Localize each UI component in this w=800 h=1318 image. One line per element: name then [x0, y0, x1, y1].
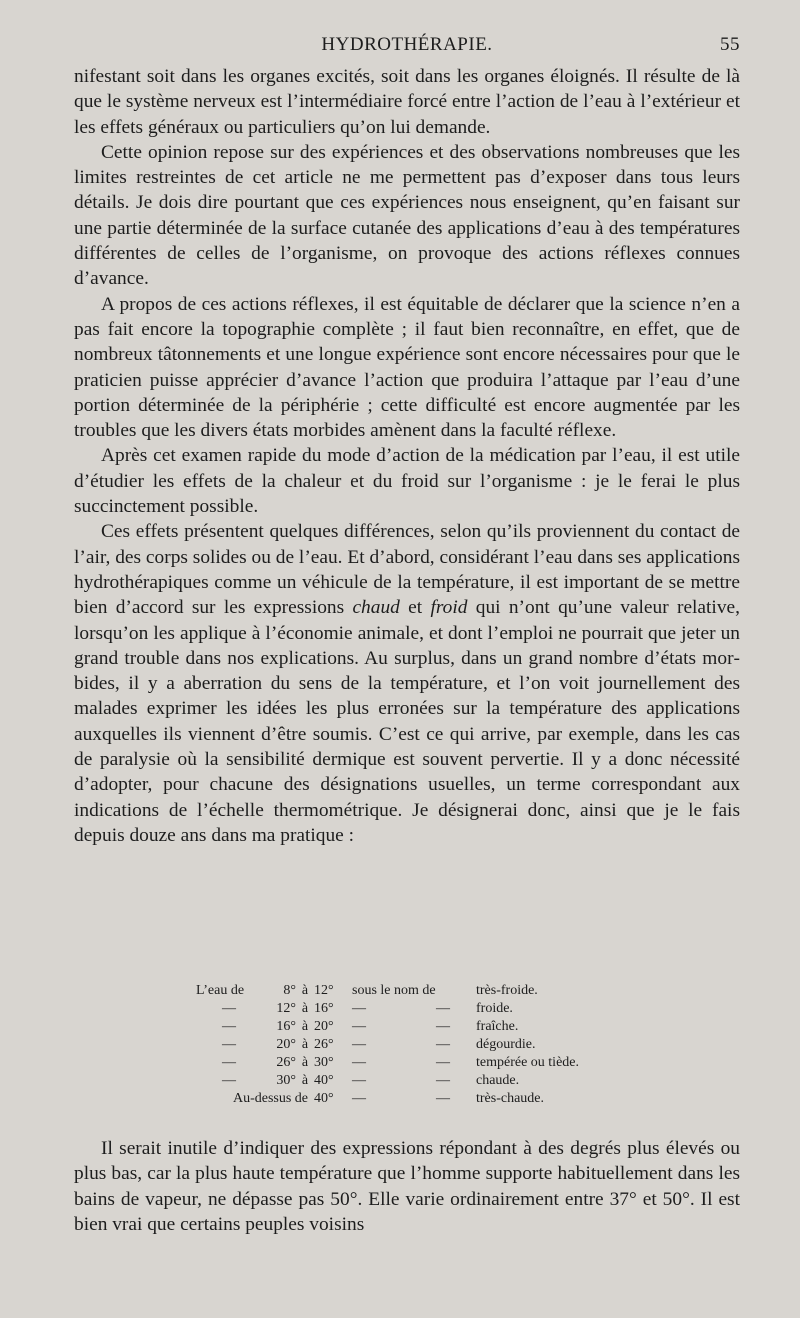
ditto-dash: —	[436, 1037, 450, 1052]
temp-sep: à	[301, 983, 309, 998]
table-row	[196, 1090, 579, 1108]
paragraph: Cette opinion repose sur des expériences et des observations nombreuses que les limites restreintes de cet article ne me permettent pas d’exposer dans tous leurs détails. Je dois dire pourtant que ces expériences nous enseignent, qu’en faisant sur une partie déterminée de la surface cutanée des applications d’eau à des températures différentes de celles de l’organisme, on provoque des actions réflexes connues d’avance.	[74, 141, 740, 290]
ditto-dash: —	[352, 1001, 366, 1016]
page-number: 55	[720, 34, 740, 55]
temp-from: 30°	[276, 1073, 296, 1088]
term: tempérée ou tiède.	[476, 1055, 580, 1070]
paragraph-text: Ces effets présentent quelques différences, selon qu’ils proviennent du contact de l’air, des corps solides ou de l’eau. Et d’abord, considérant l’eau dans ses applications hydrothérapiques comme un véhicule de la température, il est important de se mettre bien d’accord sur les expressions	[74, 521, 740, 619]
ditto-dash: —	[436, 1073, 450, 1088]
table-row	[196, 982, 579, 1000]
ditto-dash: —	[352, 1037, 366, 1052]
paragraph: A propos de ces actions réflexes, il est équitable de déclarer que la science n’en a pas fait encore la topographie complète ; il faut bien reconnaître, en effet, que de nombreux tâtonnements et une longue expérience sont encore nécessaires pour que le praticien puisse apprécier d’avance l’action que produira l’attaque par l’eau d’une portion déterminée de la périphérie ; cette difficulté est encore augmentée par les troubles que les divers états morbides amènent dans la faculté réflexe.	[74, 293, 740, 442]
ditto-dash: —	[352, 1091, 366, 1106]
paragraph-text: et	[399, 597, 431, 619]
running-head	[74, 34, 740, 58]
term: chaude.	[476, 1073, 520, 1088]
body-text	[74, 64, 740, 848]
temp-from: 26°	[276, 1055, 296, 1070]
temperature-table	[196, 982, 579, 1108]
ditto-dash: —	[352, 1019, 366, 1034]
paragraph-text: qui n’ont qu’une valeur relative, lorsqu’on les applique à l’économie animale, et dont l’emploi ne pourrait que jeter un grand trouble dans nos explications. Au surplus, dans un grand nombre d’états morbides, il y a aberration du sens de la température, et l’on voit journellement des malades exprimer les idées les plus erronées sur la température des applications auxquelles ils viennent d’être soumis. C’est ce qui arrive, par exemple, dans les cas de paralysie où la sensibilité dermique est souvent pervertie. Il y a donc nécessité d’adopter, pour chacune des désignations usuelles, un terme correspondant aux indications de l’échelle thermométrique. Je désignerai donc, ainsi que je le fais depuis douze ans dans ma pratique :	[74, 597, 740, 846]
ditto-dash: —	[436, 1019, 450, 1034]
row-prefix: —	[222, 1055, 236, 1070]
temp-to: 16°	[314, 1001, 334, 1016]
table-row	[196, 1018, 579, 1036]
temp-sep: à	[301, 1055, 309, 1070]
term: fraîche.	[476, 1019, 519, 1034]
term: très-chaude.	[476, 1091, 545, 1106]
name-label: sous le nom de	[352, 983, 436, 998]
paragraph-chaud-froid	[74, 519, 740, 848]
term: froide.	[476, 1001, 513, 1016]
table-row	[196, 1000, 579, 1018]
ditto-dash: —	[436, 1001, 450, 1016]
term: très-froide.	[476, 983, 538, 998]
row-prefix: —	[222, 1019, 236, 1034]
temp-to: 26°	[314, 1037, 334, 1052]
row-prefix: —	[222, 1073, 236, 1088]
row-prefix: Au-dessus de	[232, 1091, 308, 1106]
row-prefix: —	[222, 1037, 236, 1052]
ditto-dash: —	[436, 1055, 450, 1070]
temp-from: 16°	[276, 1019, 296, 1034]
paragraph: Il serait inutile d’indiquer des expressions répondant à des degrés plus élevés ou plus bas, car la plus haute température que l’homme supporte habituellement dans les bains de vapeur, ne dépasse pas 50°. Elle varie ordinairement entre 37° et 50°. Il est bien vrai que certains peuples voisins	[74, 1138, 740, 1235]
temp-from: 8°	[283, 983, 296, 998]
closing-text	[74, 1136, 740, 1237]
table-row	[196, 1072, 579, 1090]
temp-from: 20°	[276, 1037, 296, 1052]
row-prefix: L’eau de	[196, 983, 245, 998]
temp-to: 30°	[314, 1055, 334, 1070]
temp-sep: à	[301, 1001, 309, 1016]
italic-term: chaud	[352, 597, 400, 619]
temp-to: 12°	[314, 983, 334, 998]
temp-sep: à	[301, 1019, 309, 1034]
paragraph-continued: nifestant soit dans les organes excités, soit dans les organes éloignés. Il résulte de là que le système nerveux est l’intermédiaire forcé entre l’action de l’eau à l’extérieur et les effets généraux ou particuliers qu’on lui demande.	[74, 66, 740, 138]
term: dégourdie.	[476, 1037, 536, 1052]
table-row	[196, 1036, 579, 1054]
ditto-dash: —	[436, 1091, 450, 1106]
temp-to: 40°	[314, 1073, 334, 1088]
ditto-dash: —	[352, 1073, 366, 1088]
temp-sep: à	[301, 1037, 309, 1052]
ditto-dash: —	[352, 1055, 366, 1070]
italic-term: froid	[430, 597, 468, 619]
paragraph: Après cet examen rapide du mode d’action de la médication par l’eau, il est utile d’étudier les effets de la chaleur et du froid sur l’organisme : je le ferai le plus succinctement possible.	[74, 445, 740, 518]
table-row	[196, 1054, 579, 1072]
temp-from: 12°	[276, 1001, 296, 1016]
row-prefix: —	[222, 1001, 236, 1016]
temp-to: 20°	[314, 1019, 334, 1034]
temp-sep: à	[301, 1073, 309, 1088]
running-title: HYDROTHÉRAPIE.	[321, 34, 493, 55]
temp-to: 40°	[314, 1091, 334, 1106]
